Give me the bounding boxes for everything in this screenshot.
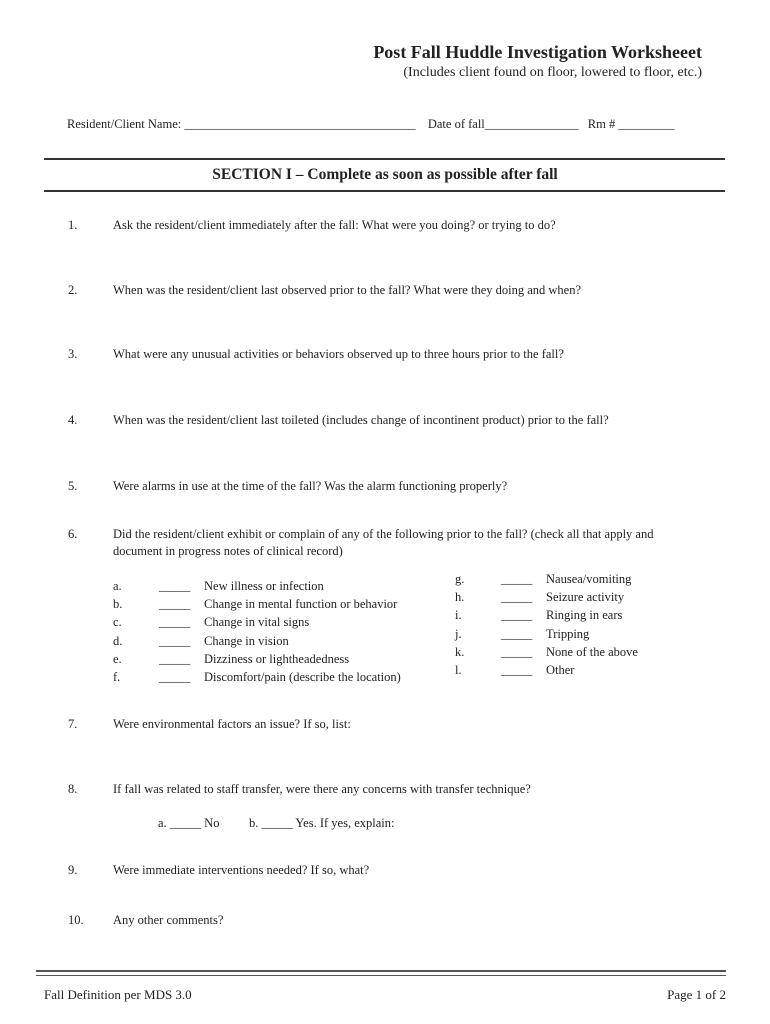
item-label: Nausea/vomiting — [546, 572, 632, 586]
checklist-item[interactable] — [455, 588, 638, 606]
question-text: Were environmental factors an issue? If so, list: — [113, 717, 351, 731]
item-label: Discomfort/pain (describe the location) — [204, 670, 401, 685]
item-letter: c. — [113, 615, 122, 630]
item-label: Change in vital signs — [204, 615, 310, 630]
symptom-checklist-left — [113, 577, 401, 686]
footer-rule — [36, 975, 726, 976]
resident-info-fields — [67, 117, 675, 132]
item-label: New illness or infection — [204, 579, 324, 593]
item-label: Tripping — [546, 626, 590, 641]
item-label: None of the above — [546, 644, 638, 659]
checklist-item[interactable] — [455, 643, 638, 661]
item-letter: i. — [455, 608, 462, 623]
question-text: When was the resident/client last toileted (includes change of incontinent product) prior to the fall? — [113, 413, 609, 427]
question-number: 8. — [68, 782, 78, 796]
item-label: Change in mental function or behavior — [204, 597, 398, 612]
check-blank[interactable]: _____ — [501, 572, 533, 586]
item-label: Other — [546, 663, 575, 678]
question-text: When was the resident/client last observed prior to the fall? What were they doing and when? — [113, 283, 582, 297]
checklist-item[interactable] — [113, 613, 401, 631]
question-number: 9. — [68, 863, 78, 877]
document-subtitle: (Includes client found on floor, lowered to floor, etc.) — [403, 65, 702, 80]
question-text: Were immediate interventions needed? If so, what? — [113, 863, 370, 877]
checklist-item[interactable] — [455, 625, 638, 643]
item-letter: d. — [113, 633, 123, 648]
question-number: 3. — [68, 347, 78, 361]
checklist-item[interactable] — [455, 661, 638, 679]
section-title: SECTION I – Complete as soon as possible after fall — [212, 166, 558, 183]
transfer-option-yes[interactable]: b. _____ Yes. If yes, explain: — [249, 816, 395, 830]
document-title: Post Fall Huddle Investigation Worksheeet — [373, 42, 702, 62]
check-blank[interactable]: _____ — [501, 663, 533, 678]
item-letter: b. — [113, 597, 123, 612]
question-text: Ask the resident/client immediately after the fall: What were you doing? or trying to do? — [113, 218, 556, 232]
date-of-fall-field[interactable]: Date of fall_______________ — [427, 117, 579, 131]
footer-rule — [36, 970, 726, 972]
item-label: Seizure activity — [546, 590, 625, 605]
checklist-item[interactable] — [455, 570, 638, 588]
checklist-item[interactable] — [113, 632, 401, 650]
question-number: 4. — [68, 413, 78, 427]
footer-left-text: Fall Definition per MDS 3.0 — [44, 987, 192, 1002]
check-blank[interactable]: _____ — [501, 608, 533, 623]
checklist-item[interactable] — [113, 577, 401, 595]
checklist-item[interactable] — [113, 650, 401, 668]
check-blank[interactable]: _____ — [501, 590, 533, 605]
symptom-checklist-right — [455, 570, 638, 679]
check-blank[interactable]: _____ — [501, 644, 533, 659]
question-text: What were any unusual activities or behaviors observed up to three hours prior to the fall? — [113, 347, 564, 361]
resident-name-field[interactable]: Resident/Client Name: _____________________________________ — [67, 117, 416, 131]
question-text: If fall was related to staff transfer, were there any concerns with transfer technique? — [113, 782, 531, 796]
question-number: 10. — [68, 913, 84, 927]
check-blank[interactable]: _____ — [159, 597, 191, 612]
item-label: Ringing in ears — [546, 608, 623, 623]
item-letter: h. — [455, 590, 465, 605]
item-letter: e. — [113, 651, 122, 666]
question-number: 2. — [68, 283, 78, 297]
check-blank[interactable]: _____ — [159, 651, 191, 666]
item-letter: f. — [113, 670, 121, 685]
check-blank[interactable]: _____ — [159, 670, 191, 685]
question-text: Did the resident/client exhibit or complain of any of the following prior to the fall? (check all that apply and document in progress notes of clinical record) — [113, 527, 654, 558]
question-text: Were alarms in use at the time of the fall? Was the alarm functioning properly? — [113, 479, 508, 493]
question-number: 1. — [68, 218, 78, 232]
check-blank[interactable]: _____ — [501, 626, 533, 641]
transfer-option-no[interactable]: a. _____ No — [158, 816, 220, 830]
page-number: Page 1 of 2 — [667, 987, 726, 1002]
question-number: 6. — [68, 527, 78, 541]
item-letter: a. — [113, 579, 122, 593]
item-letter: g. — [455, 572, 465, 586]
section-top-rule — [44, 158, 725, 160]
section-bottom-rule — [44, 190, 725, 192]
checklist-item[interactable] — [113, 595, 401, 613]
question-number: 5. — [68, 479, 78, 493]
check-blank[interactable]: _____ — [159, 633, 191, 648]
check-blank[interactable]: _____ — [159, 579, 191, 593]
item-letter: k. — [455, 644, 465, 659]
room-number-field[interactable]: Rm # _________ — [587, 117, 675, 131]
check-blank[interactable]: _____ — [159, 615, 191, 630]
item-label: Change in vision — [204, 633, 289, 648]
question-text: Any other comments? — [113, 913, 224, 927]
item-letter: l. — [455, 663, 462, 678]
checklist-item[interactable] — [455, 606, 638, 624]
checklist-item[interactable] — [113, 668, 401, 686]
question-number: 7. — [68, 717, 78, 731]
item-letter: j. — [455, 626, 462, 641]
item-label: Dizziness or lightheadedness — [204, 651, 350, 666]
